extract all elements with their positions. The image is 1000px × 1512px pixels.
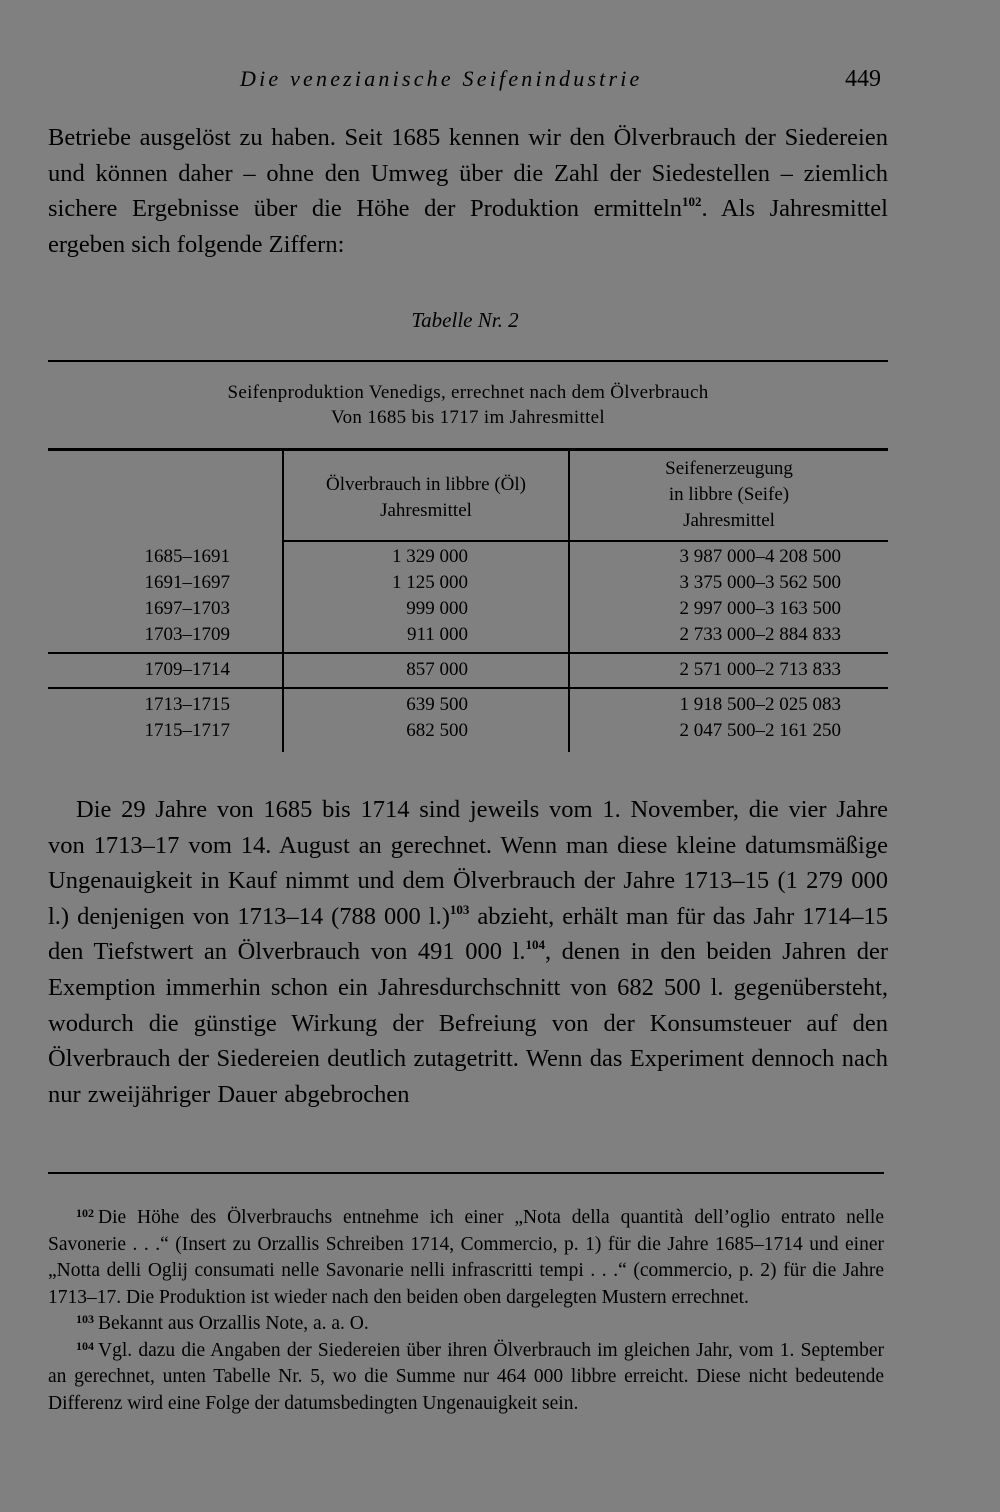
column-header-soap bbox=[570, 456, 888, 534]
column-header-soap-line2: in libbre (Seife) bbox=[668, 484, 790, 505]
cell-oil: 1 329 000 bbox=[392, 546, 468, 567]
table-row bbox=[48, 570, 888, 596]
footnote-text: Die Höhe des Ölverbrauchs entnehme ich einer „Nota della quantità dell’oglio entrato nelle Savonerie . . .“ (Insert zu Orzallis Schreiben 1714, Commercio, p. 1) für die Jahre 1685–1714 und einer „Notta delli Oglij consumati nelle Savonarie nelli infrascritti tempi . . .“ (commercio, p. 2) für die Jahre 1713–17. Die Produktion ist wieder nach den beiden oben dargelegten Mustern errechnet. bbox=[48, 1207, 884, 1308]
row-separator-rule bbox=[48, 652, 888, 654]
paragraph-intro-part2: . Als Jahresmittel ergeben sich folgende Ziffern: bbox=[48, 195, 888, 258]
column-header-soap-line1: Seifenerzeugung bbox=[665, 458, 793, 479]
table-row bbox=[48, 718, 888, 744]
paragraph-intro-part1: Betriebe ausgelöst zu haben. Seit 1685 kennen wir den Ölverbrauch der Siedereien und können daher – ohne den Umweg über die Zahl der Siedestellen – ziemlich sichere Ergebnisse über die Höhe der Produktion ermitteln bbox=[48, 124, 888, 223]
cell-oil: 1 125 000 bbox=[392, 572, 468, 593]
cell-soap: 3 987 000–4 208 500 bbox=[679, 546, 841, 567]
running-title: Die venezianische Seifenindustrie bbox=[240, 66, 643, 91]
cell-period: 1691–1697 bbox=[144, 572, 230, 593]
table-caption-line2: Von 1685 bis 1717 im Jahresmittel bbox=[331, 407, 605, 428]
footnote-ref-103[interactable]: 103 bbox=[449, 901, 470, 917]
footnote-103 bbox=[48, 1311, 884, 1338]
table-header-top-rule bbox=[48, 448, 888, 451]
table-row bbox=[48, 692, 888, 718]
cell-period: 1685–1691 bbox=[144, 546, 230, 567]
cell-soap: 2 997 000–3 163 500 bbox=[679, 598, 841, 619]
header-bottom-rule bbox=[284, 540, 888, 542]
column-header-oil-line1: Ölverbrauch in libbre (Öl) bbox=[326, 474, 526, 495]
paragraph-analysis-text bbox=[48, 792, 888, 1112]
column-header-oil bbox=[284, 472, 568, 524]
footnote-ref-104[interactable]: 104 bbox=[525, 937, 545, 953]
paragraph-analysis-part2: abzieht, erhält man für das Jahr 1714–15 den Tiefstwert an Ölverbrauch von 491 000 l. bbox=[48, 902, 889, 966]
cell-soap: 3 375 000–3 562 500 bbox=[679, 572, 841, 593]
table-row bbox=[48, 544, 888, 570]
cell-period: 1709–1714 bbox=[144, 659, 230, 680]
cell-soap: 1 918 500–2 025 083 bbox=[679, 694, 841, 715]
footnote-number: 102 bbox=[76, 1206, 94, 1220]
cell-period: 1697–1703 bbox=[144, 598, 230, 619]
column-header-oil-line2: Jahresmittel bbox=[380, 500, 472, 521]
paragraph-intro-text bbox=[48, 120, 888, 262]
paragraph-analysis-part3: , denen in den beiden Jahren der Exemption immerhin schon ein Jahresdurchschnitt von 682 500 l. gegenübersteht, wodurch die günstige Wirkung der Befreiung von der Konsumsteuer auf den Ölverbrauch der Siedereien deutlich zutagetritt. Wenn das Experiment dennoch nach nur zweijähriger Dauer abgebrochen bbox=[48, 938, 888, 1108]
cell-soap: 2 047 500–2 161 250 bbox=[679, 720, 841, 741]
footnote-number: 104 bbox=[76, 1338, 94, 1353]
cell-soap: 2 733 000–2 884 833 bbox=[679, 624, 841, 645]
column-header-soap-line3: Jahresmittel bbox=[683, 510, 775, 531]
cell-oil: 999 000 bbox=[406, 598, 468, 619]
cell-soap: 2 571 000–2 713 833 bbox=[679, 659, 841, 680]
page-number: 449 bbox=[845, 66, 881, 92]
paragraph-analysis bbox=[48, 792, 888, 1112]
footnote-102 bbox=[48, 1205, 884, 1311]
cell-oil: 682 500 bbox=[406, 720, 468, 741]
table-row bbox=[48, 622, 888, 648]
footnote-separator-rule bbox=[48, 1172, 884, 1174]
table-caption bbox=[48, 380, 888, 430]
cell-oil: 857 000 bbox=[406, 659, 468, 680]
paragraph-intro bbox=[48, 120, 888, 262]
table-caption-line1: Seifenproduktion Venedigs, errechnet nach dem Ölverbrauch bbox=[227, 382, 709, 403]
paragraph-analysis-part1: Die 29 Jahre von 1685 bis 1714 sind jeweils vom 1. November, die vier Jahre von 1713–17 vom 14. August an gerechnet. Wenn man diese kleine datumsmäßige Ungenauigkeit in Kauf nimmt und dem Ölverbrauch der Jahre 1713–15 (1 279 000 l.) denjenigen von 1713–14 (788 000 l.) bbox=[48, 796, 888, 930]
footnote-104 bbox=[48, 1338, 884, 1418]
footnote-number: 103 bbox=[76, 1312, 94, 1326]
cell-period: 1713–1715 bbox=[144, 694, 230, 715]
table-label: Tabelle Nr. 2 bbox=[411, 308, 519, 332]
footnote-text: Vgl. dazu die Angaben der Siedereien über ihren Ölverbrauch im gleichen Jahr, vom 1. September an gerechnet, unten Tabelle Nr. 5, wo die Summe nur 464 000 libbre erreicht. Diese nicht bedeutende Differenz wird eine Folge der datumsbedingten Ungenauigkeit sein. bbox=[48, 1339, 884, 1414]
cell-period: 1703–1709 bbox=[144, 624, 230, 645]
cell-oil: 639 500 bbox=[406, 694, 468, 715]
footnote-ref-102[interactable]: 102 bbox=[682, 194, 702, 210]
table-row bbox=[48, 657, 888, 683]
footnote-text: Bekannt aus Orzallis Note, a. a. O. bbox=[98, 1313, 369, 1334]
table-row bbox=[48, 596, 888, 622]
cell-oil: 911 000 bbox=[406, 624, 468, 645]
cell-period: 1715–1717 bbox=[144, 720, 230, 741]
footnotes bbox=[48, 1205, 884, 1417]
row-separator-rule bbox=[48, 687, 888, 689]
table-top-rule bbox=[48, 360, 888, 362]
